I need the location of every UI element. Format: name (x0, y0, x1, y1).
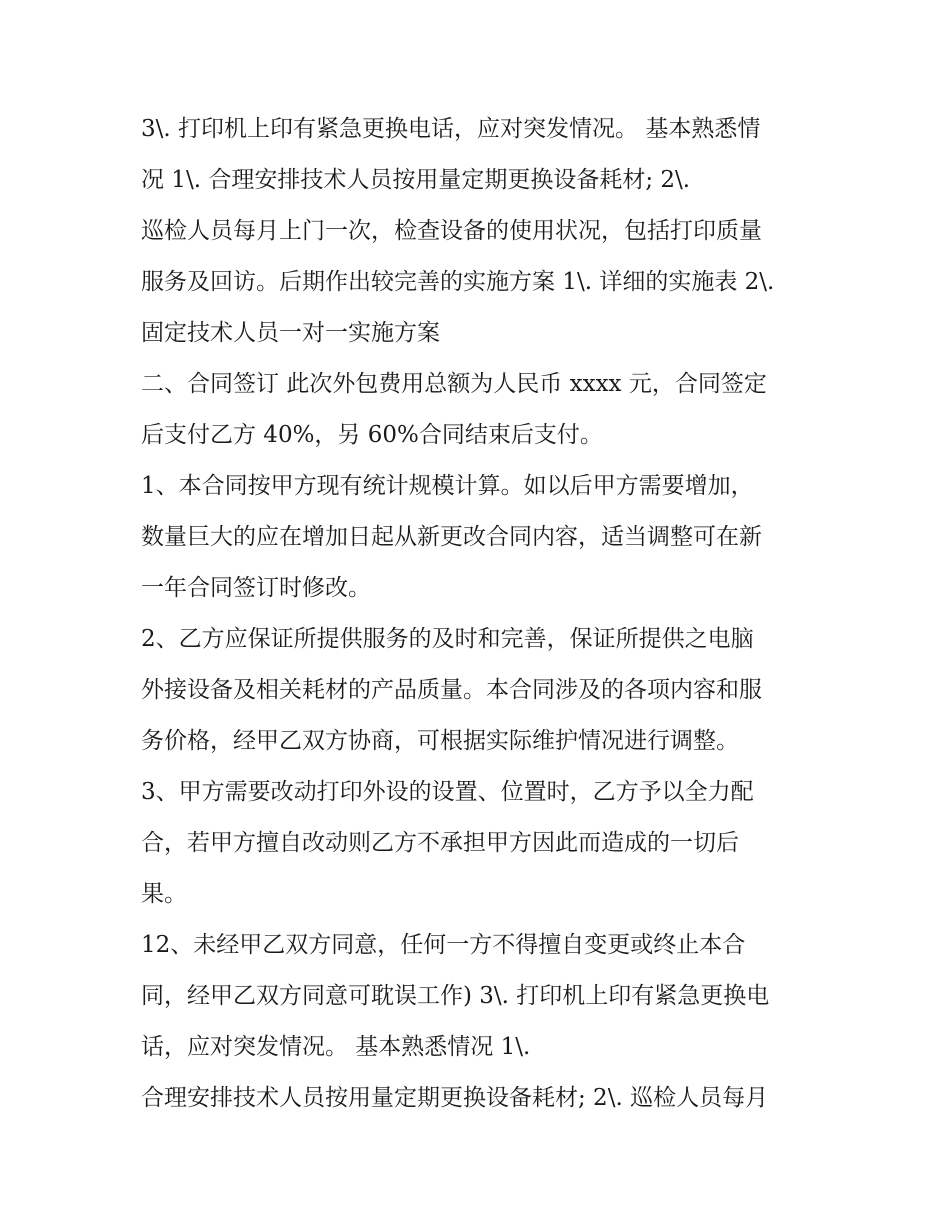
text-line: 2、乙方应保证所提供服务的及时和完善，保证所提供之电脑 (141, 626, 754, 652)
text-line: 数量巨大的应在增加日起从新更改合同内容，适当调整可在新 (141, 524, 762, 550)
text-line: 合，若甲方擅自改动则乙方不承担甲方因此而造成的一切后 (141, 830, 739, 856)
text-line: 外接设备及相关耗材的产品质量。本合同涉及的各项内容和服 (141, 677, 762, 703)
text-line: 3\. 打印机上印有紧急更换电话，应对突发情况。 基本熟悉情 (141, 116, 761, 142)
text-line: 3、甲方需要改动打印外设的设置、位置时，乙方予以全力配 (141, 779, 754, 805)
text-line: 12、未经甲乙双方同意，任何一方不得擅自变更或终止本合 (141, 932, 746, 958)
text-line: 果。 (141, 881, 187, 907)
text-line: 固定技术人员一对一实施方案 (141, 320, 440, 346)
text-line: 巡检人员每月上门一次，检查设备的使用状况，包括打印质量 (141, 218, 762, 244)
text-line: 同，经甲乙双方同意可耽误工作) 3\. 打印机上印有紧急更换电 (141, 983, 770, 1009)
text-line: 1、本合同按甲方现有统计规模计算。如以后甲方需要增加， (141, 473, 754, 499)
text-line: 况 1\. 合理安排技术人员按用量定期更换设备耗材; 2\. (141, 167, 691, 193)
text-line: 务价格，经甲乙双方协商，可根据实际维护情况进行调整。 (141, 728, 739, 754)
text-line: 服务及回访。后期作出较完善的实施方案 1\. 详细的实施表 2\. (141, 269, 775, 295)
text-line: 后支付乙方 40%，另 60%合同结束后支付。 (141, 422, 603, 448)
text-line: 二、合同签订 此次外包费用总额为人民币 xxxx 元，合同签定 (141, 371, 767, 397)
text-line: 一年合同签订时修改。 (141, 575, 371, 601)
text-line: 合理安排技术人员按用量定期更换设备耗材; 2\. 巡检人员每月 (141, 1085, 769, 1111)
text-line: 话，应对突发情况。 基本熟悉情况 1\. (141, 1034, 531, 1060)
